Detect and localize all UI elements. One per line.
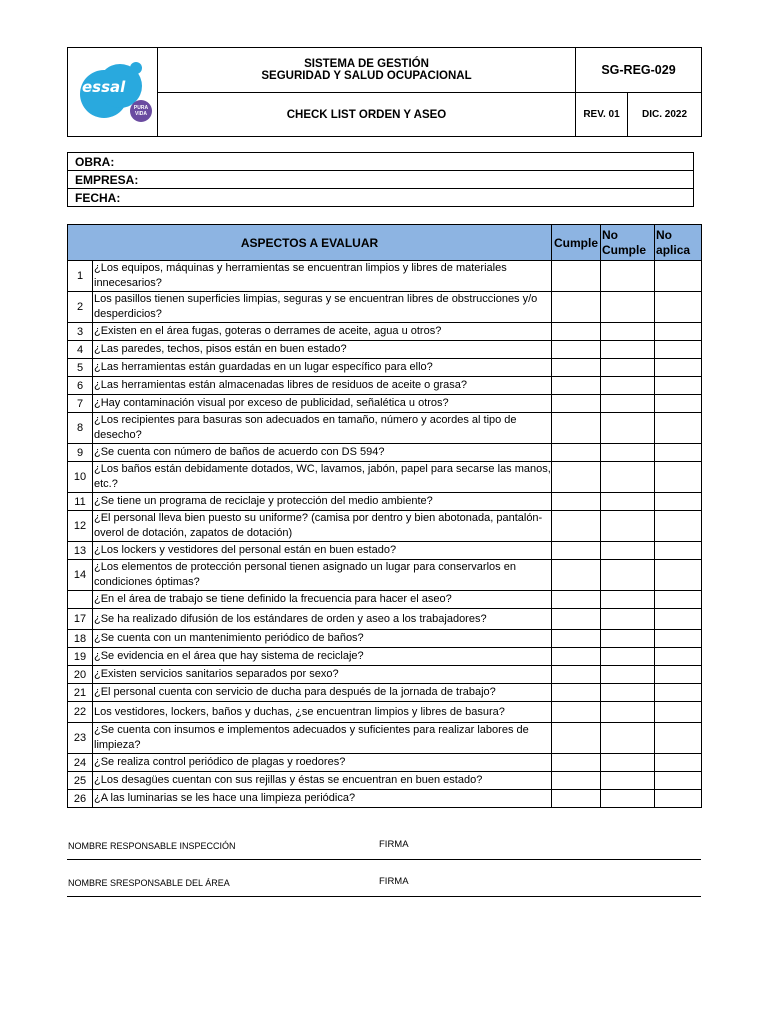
logo-badge: PURA VIDA	[130, 100, 152, 122]
no-aplica-cell[interactable]	[655, 511, 702, 542]
cumple-cell[interactable]	[552, 292, 601, 323]
row-question: ¿El personal lleva bien puesto su uniforme? (camisa por dentro y bien abotonada, pantalón- overol de dotación, zapatos de dotación)	[93, 511, 552, 542]
document-header	[67, 47, 702, 137]
cumple-cell[interactable]	[552, 341, 601, 359]
table-row	[68, 630, 702, 648]
row-question: ¿Se ha realizado difusión de los estándares de orden y aseo a los trabajadores?	[93, 609, 552, 630]
revision: REV. 01	[576, 93, 628, 137]
no-aplica-cell[interactable]	[655, 292, 702, 323]
row-number: 2	[68, 292, 93, 323]
no-aplica-cell[interactable]	[655, 377, 702, 395]
logo-cell	[68, 48, 158, 137]
table-row	[68, 542, 702, 560]
no-cumple-cell[interactable]	[601, 444, 655, 462]
no-cumple-cell[interactable]	[601, 772, 655, 790]
table-row	[68, 462, 702, 493]
no-aplica-cell[interactable]	[655, 609, 702, 630]
no-aplica-cell[interactable]	[655, 723, 702, 754]
cumple-cell[interactable]	[552, 462, 601, 493]
no-cumple-cell[interactable]	[601, 790, 655, 808]
row-number: 21	[68, 684, 93, 702]
no-cumple-cell[interactable]	[601, 413, 655, 444]
table-row	[68, 341, 702, 359]
row-number: 24	[68, 754, 93, 772]
row-number: 22	[68, 702, 93, 723]
row-question: ¿Existen en el área fugas, goteras o derrames de aceite, agua u otros?	[93, 323, 552, 341]
row-number: 25	[68, 772, 93, 790]
cumple-cell[interactable]	[552, 723, 601, 754]
cumple-cell[interactable]	[552, 754, 601, 772]
row-question: ¿Se tiene un programa de reciclaje y protección del medio ambiente?	[93, 493, 552, 511]
no-cumple-cell[interactable]	[601, 542, 655, 560]
cumple-cell[interactable]	[552, 666, 601, 684]
row-question: Los vestidores, lockers, baños y duchas, ¿se encuentran limpios y libres de basura?	[93, 702, 552, 723]
row-question: ¿Se evidencia en el área que hay sistema de reciclaje?	[93, 648, 552, 666]
row-question: ¿Hay contaminación visual por exceso de publicidad, señalética u otros?	[93, 395, 552, 413]
table-row	[68, 648, 702, 666]
table-row	[68, 493, 702, 511]
no-cumple-cell[interactable]	[601, 648, 655, 666]
row-question: ¿Se cuenta con insumos e implementos adecuados y suficientes para realizar labores de limpieza?	[93, 723, 552, 754]
table-row	[68, 772, 702, 790]
cumple-cell[interactable]	[552, 790, 601, 808]
table-row	[68, 377, 702, 395]
cumple-cell[interactable]	[552, 323, 601, 341]
table-row	[68, 261, 702, 292]
cumple-cell[interactable]	[552, 702, 601, 723]
fecha-label[interactable]: FECHA:	[68, 189, 694, 207]
header-no-aplica: No aplica	[655, 225, 702, 261]
no-cumple-cell[interactable]	[601, 723, 655, 754]
row-question: ¿Se cuenta con número de baños de acuerdo con DS 594?	[93, 444, 552, 462]
row-number	[68, 591, 93, 609]
row-question: ¿Se cuenta con un mantenimiento periódico de baños?	[93, 630, 552, 648]
no-aplica-cell[interactable]	[655, 702, 702, 723]
row-number: 18	[68, 630, 93, 648]
row-question: ¿Los desagües cuentan con sus rejillas y éstas se encuentran en buen estado?	[93, 772, 552, 790]
row-question: ¿El personal cuenta con servicio de ducha para después de la jornada de trabajo?	[93, 684, 552, 702]
no-aplica-cell[interactable]	[655, 772, 702, 790]
row-number: 23	[68, 723, 93, 754]
row-number: 12	[68, 511, 93, 542]
row-number: 5	[68, 359, 93, 377]
row-question: ¿Se realiza control periódico de plagas y roedores?	[93, 754, 552, 772]
row-number: 11	[68, 493, 93, 511]
row-question: ¿Los equipos, máquinas y herramientas se encuentran limpios y libres de materiales innecesarios?	[93, 261, 552, 292]
cumple-cell[interactable]	[552, 591, 601, 609]
area-label: NOMBRE SRESPONSABLE DEL ÁREA	[68, 878, 230, 888]
no-aplica-cell[interactable]	[655, 444, 702, 462]
table-row	[68, 395, 702, 413]
table-row	[68, 359, 702, 377]
no-cumple-cell[interactable]	[601, 684, 655, 702]
row-number: 26	[68, 790, 93, 808]
no-cumple-cell[interactable]	[601, 493, 655, 511]
no-aplica-cell[interactable]	[655, 542, 702, 560]
table-row	[68, 591, 702, 609]
table-row	[68, 702, 702, 723]
no-aplica-cell[interactable]	[655, 395, 702, 413]
no-cumple-cell[interactable]	[601, 630, 655, 648]
no-cumple-cell[interactable]	[601, 702, 655, 723]
system-title-cell	[158, 48, 576, 93]
firma-label: FIRMA	[379, 839, 409, 850]
document-title: CHECK LIST ORDEN Y ASEO	[158, 93, 576, 137]
inspector-label: NOMBRE RESPONSABLE INSPECCIÓN	[68, 841, 236, 851]
no-cumple-cell[interactable]	[601, 261, 655, 292]
row-question: ¿Las herramientas están guardadas en un lugar específico para ello?	[93, 359, 552, 377]
system-title-line1: SISTEMA DE GESTIÓN	[304, 58, 429, 70]
row-question: ¿Los elementos de protección personal tienen asignado un lugar para conservarlos en condiciones óptimas?	[93, 560, 552, 591]
table-row	[68, 754, 702, 772]
no-aplica-cell[interactable]	[655, 591, 702, 609]
firma-label: FIRMA	[379, 876, 409, 887]
table-row	[68, 292, 702, 323]
table-row	[68, 323, 702, 341]
row-number: 1	[68, 261, 93, 292]
cumple-cell[interactable]	[552, 395, 601, 413]
table-row	[68, 790, 702, 808]
document-date: DIC. 2022	[628, 93, 702, 137]
cumple-cell[interactable]	[552, 377, 601, 395]
cumple-cell[interactable]	[552, 648, 601, 666]
logo-text: essal	[82, 78, 126, 96]
cumple-cell[interactable]	[552, 609, 601, 630]
row-question: ¿A las luminarias se les hace una limpieza periódica?	[93, 790, 552, 808]
table-row	[68, 723, 702, 754]
checklist-table	[67, 224, 702, 808]
cumple-cell[interactable]	[552, 772, 601, 790]
row-number: 13	[68, 542, 93, 560]
document-code: SG-REG-029	[576, 48, 702, 93]
no-cumple-cell[interactable]	[601, 511, 655, 542]
cumple-cell[interactable]	[552, 684, 601, 702]
cumple-cell[interactable]	[552, 560, 601, 591]
no-aplica-cell[interactable]	[655, 648, 702, 666]
no-aplica-cell[interactable]	[655, 790, 702, 808]
no-aplica-cell[interactable]	[655, 323, 702, 341]
row-question: Los pasillos tienen superficies limpias, seguras y se encuentran libres de obstrucciones y/o desperdicios?	[93, 292, 552, 323]
no-cumple-cell[interactable]	[601, 609, 655, 630]
row-question: ¿Las herramientas están almacenadas libres de residuos de aceite o grasa?	[93, 377, 552, 395]
empresa-label[interactable]: EMPRESA:	[68, 171, 694, 189]
row-number: 10	[68, 462, 93, 493]
table-row	[68, 560, 702, 591]
table-row	[68, 444, 702, 462]
row-number: 7	[68, 395, 93, 413]
no-aplica-cell[interactable]	[655, 341, 702, 359]
row-question: ¿Las paredes, techos, pisos están en buen estado?	[93, 341, 552, 359]
table-row	[68, 609, 702, 630]
row-number: 8	[68, 413, 93, 444]
row-number: 6	[68, 377, 93, 395]
no-aplica-cell[interactable]	[655, 630, 702, 648]
info-box	[67, 152, 694, 207]
cumple-cell[interactable]	[552, 493, 601, 511]
no-cumple-cell[interactable]	[601, 591, 655, 609]
no-cumple-cell[interactable]	[601, 292, 655, 323]
no-aplica-cell[interactable]	[655, 493, 702, 511]
obra-label[interactable]: OBRA:	[68, 153, 694, 171]
no-cumple-cell[interactable]	[601, 323, 655, 341]
no-cumple-cell[interactable]	[601, 359, 655, 377]
row-number: 9	[68, 444, 93, 462]
system-title-line2: SEGURIDAD Y SALUD OCUPACIONAL	[261, 70, 472, 82]
row-question: ¿Los baños están debidamente dotados, WC, lavamos, jabón, papel para secarse las manos, etc.?	[93, 462, 552, 493]
row-number: 3	[68, 323, 93, 341]
cumple-cell[interactable]	[552, 542, 601, 560]
table-row	[68, 684, 702, 702]
no-aplica-cell[interactable]	[655, 560, 702, 591]
row-number: 19	[68, 648, 93, 666]
company-logo	[68, 52, 158, 132]
no-aplica-cell[interactable]	[655, 684, 702, 702]
no-aplica-cell[interactable]	[655, 359, 702, 377]
row-number: 4	[68, 341, 93, 359]
no-aplica-cell[interactable]	[655, 666, 702, 684]
row-question: ¿En el área de trabajo se tiene definido la frecuencia para hacer el aseo?	[93, 591, 552, 609]
no-aplica-cell[interactable]	[655, 754, 702, 772]
signature-area	[67, 876, 701, 897]
cumple-cell[interactable]	[552, 630, 601, 648]
no-aplica-cell[interactable]	[655, 261, 702, 292]
row-number: 20	[68, 666, 93, 684]
no-cumple-cell[interactable]	[601, 341, 655, 359]
no-cumple-cell[interactable]	[601, 666, 655, 684]
header-no-cumple: No Cumple	[601, 225, 655, 261]
signature-inspector	[67, 839, 701, 860]
row-number: 14	[68, 560, 93, 591]
no-cumple-cell[interactable]	[601, 462, 655, 493]
no-cumple-cell[interactable]	[601, 395, 655, 413]
cumple-cell[interactable]	[552, 444, 601, 462]
table-row	[68, 413, 702, 444]
no-cumple-cell[interactable]	[601, 754, 655, 772]
row-question: ¿Los recipientes para basuras son adecuados en tamaño, número y acordes al tipo de desecho?	[93, 413, 552, 444]
table-row	[68, 666, 702, 684]
no-cumple-cell[interactable]	[601, 377, 655, 395]
header-aspects: ASPECTOS A EVALUAR	[68, 225, 552, 261]
cumple-cell[interactable]	[552, 261, 601, 292]
row-question: ¿Los lockers y vestidores del personal están en buen estado?	[93, 542, 552, 560]
row-number: 17	[68, 609, 93, 630]
cumple-cell[interactable]	[552, 359, 601, 377]
row-question: ¿Existen servicios sanitarios separados por sexo?	[93, 666, 552, 684]
header-cumple: Cumple	[552, 225, 601, 261]
cumple-cell[interactable]	[552, 413, 601, 444]
no-aplica-cell[interactable]	[655, 413, 702, 444]
no-aplica-cell[interactable]	[655, 462, 702, 493]
no-cumple-cell[interactable]	[601, 560, 655, 591]
cumple-cell[interactable]	[552, 511, 601, 542]
table-row	[68, 511, 702, 542]
